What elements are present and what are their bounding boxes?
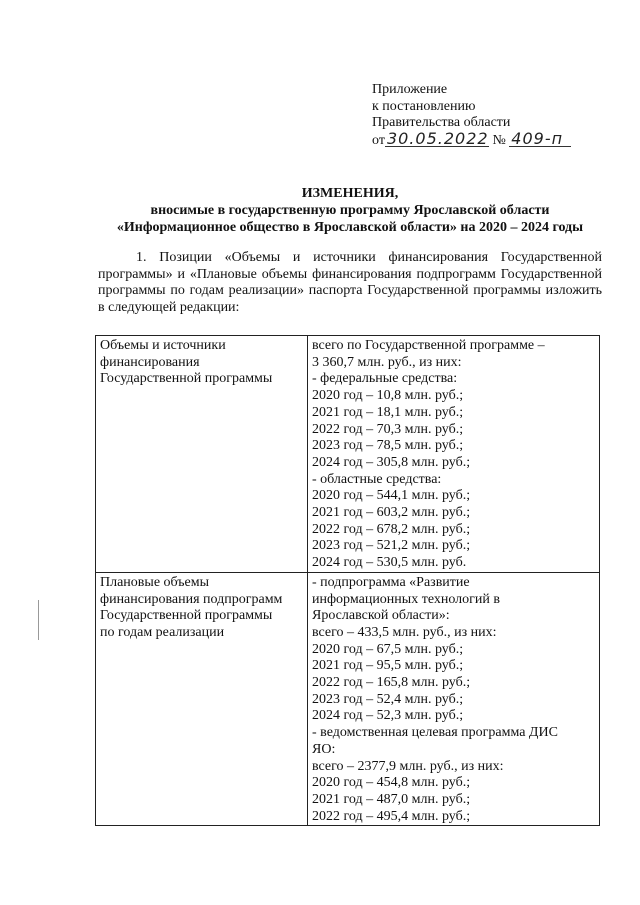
row1-right-cell: [308, 336, 600, 573]
cell-line: 3 360,7 млн. руб., из них:: [312, 354, 462, 370]
cell-line: - подпрограмма «Развитие: [312, 574, 470, 590]
appendix-line-3: Правительства области: [372, 115, 511, 130]
cell-line: 2021 год – 603,2 млн. руб.;: [312, 505, 471, 521]
handwritten-number: 409-п: [509, 132, 571, 147]
cell-line: Ярославской области»:: [312, 608, 450, 624]
cell-line: всего – 433,5 млн. руб., из них:: [312, 624, 497, 640]
row1-left-text: [100, 338, 303, 388]
cell-line: 2024 год – 530,5 млн. руб.: [312, 555, 467, 571]
cell-line: 2024 год – 305,8 млн. руб.;: [312, 454, 471, 470]
row2-left-cell: [96, 572, 308, 826]
cell-line: 2021 год – 18,1 млн. руб.;: [312, 404, 464, 420]
cell-line: 2023 год – 78,5 млн. руб.;: [312, 438, 464, 454]
intro-paragraph: 1. Позиции «Объемы и источники финансирования Государственной программы» и «Плановые объемы финансирования подпрограмм Государственной программы по годам реализации» паспорта Государственной программы изложить в следующей редакции:: [98, 250, 602, 315]
document-heading: [98, 185, 602, 236]
cell-line: - ведомственная целевая программа ДИС: [312, 725, 558, 741]
cell-line: ЯО:: [312, 741, 336, 757]
row2-right-cell: [308, 572, 600, 826]
cell-line: 2021 год – 487,0 млн. руб.;: [312, 791, 471, 807]
cell-line: финансирования: [100, 354, 200, 370]
cell-line: 2022 год – 70,3 млн. руб.;: [312, 421, 464, 437]
heading-subtitle-2: «Информационное общество в Ярославской области» на 2020 – 2024 годы: [116, 220, 584, 235]
row2-left-text: [100, 575, 303, 642]
cell-line: 2024 год – 52,3 млн. руб.;: [312, 708, 464, 724]
cell-line: 2023 год – 521,2 млн. руб.;: [312, 538, 471, 554]
appendix-line-2: к постановлению: [372, 98, 476, 114]
cell-line: 2022 год – 165,8 млн. руб.;: [312, 675, 471, 691]
row1-left-cell: [96, 336, 308, 573]
cell-line: всего по Государственной программе –: [312, 338, 545, 353]
cell-line: - областные средства:: [312, 471, 442, 487]
margin-mark: [38, 600, 39, 640]
cell-line: Объемы и источники: [100, 338, 226, 353]
cell-line: 2020 год – 544,1 млн. руб.;: [312, 488, 471, 504]
appendix-date-line: [372, 128, 571, 150]
cell-line: 2020 год – 67,5 млн. руб.;: [312, 641, 464, 657]
row2-right-text: [312, 575, 595, 826]
handwritten-date: 30.05.2022: [386, 128, 489, 148]
cell-line: финансирования подпрограмм: [100, 591, 283, 607]
cell-line: по годам реализации: [100, 624, 225, 640]
cell-line: 2022 год – 495,4 млн. руб.;: [312, 808, 471, 824]
cell-line: всего – 2377,9 млн. руб., из них:: [312, 758, 504, 774]
cell-line: 2021 год – 95,5 млн. руб.;: [312, 658, 464, 674]
heading-subtitle-1: вносимые в государственную программу Ярославской области: [150, 203, 550, 218]
cell-line: 2022 год – 678,2 млн. руб.;: [312, 521, 471, 537]
cell-line: 2023 год – 52,4 млн. руб.;: [312, 691, 464, 707]
cell-line: 2020 год – 10,8 млн. руб.;: [312, 388, 464, 404]
cell-line: Плановые объемы: [100, 574, 210, 590]
cell-line: 2020 год – 454,8 млн. руб.;: [312, 775, 471, 791]
number-label: №: [492, 132, 506, 148]
cell-line: информационных технологий в: [312, 591, 500, 607]
cell-line: Государственной программы: [100, 371, 273, 387]
appendix-block: [372, 82, 571, 149]
from-label: от: [372, 132, 385, 148]
cell-line: - федеральные средства:: [312, 371, 458, 387]
table-row: [96, 336, 600, 573]
heading-title: ИЗМЕНЕНИЯ,: [301, 186, 399, 201]
passport-table: [95, 335, 600, 826]
row1-right-text: [312, 338, 595, 572]
appendix-line-1: Приложение: [372, 82, 448, 97]
cell-line: Государственной программы: [100, 608, 273, 624]
table-row: [96, 572, 600, 826]
